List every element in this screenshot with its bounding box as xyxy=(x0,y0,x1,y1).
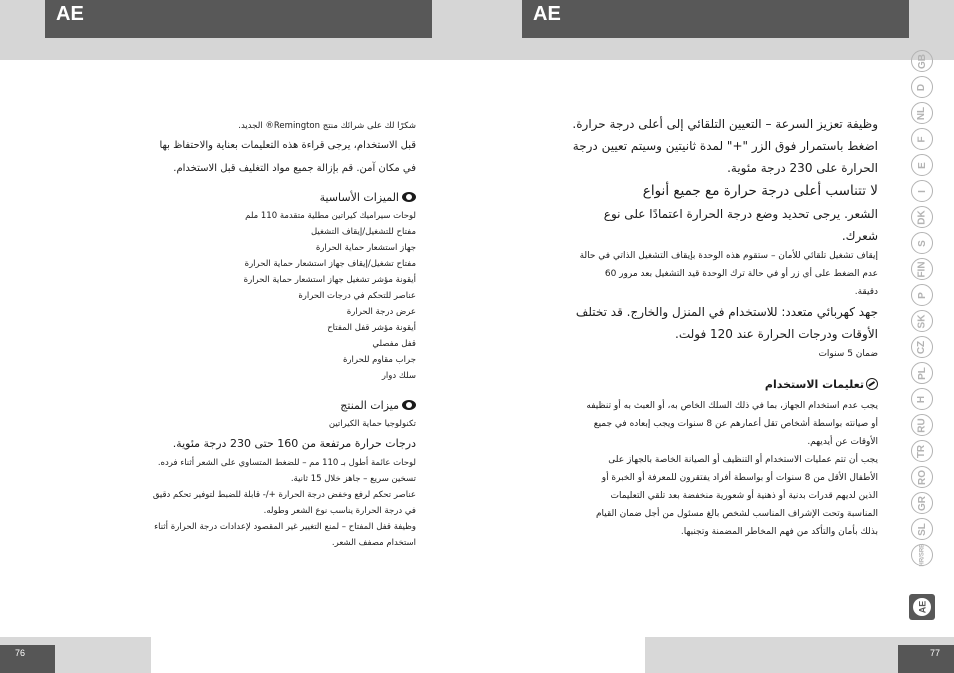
speed-boost-line: وظيفة تعزيز السرعة – التعيين التلقائي إلى أعلى درجة حرارة. xyxy=(572,117,878,131)
left-page-content xyxy=(98,118,416,551)
language-tab-nl[interactable]: NL xyxy=(911,102,933,124)
instruction-line: الأوقات عن أيديهم. xyxy=(807,437,878,447)
warranty-line: ضمان 5 سنوات xyxy=(818,349,878,359)
product-item: عناصر تحكم لرفع وخفض درجة الحرارة +/- قابلة للضبط لتوفير تحكم دقيق xyxy=(152,490,416,500)
product-item: تكنولوجيا حماية الكيراتين xyxy=(328,419,416,429)
feature-item: عرض درجة الحرارة xyxy=(346,307,416,317)
speed-boost-line: الحرارة على 230 درجة مئوية. xyxy=(727,161,878,175)
product-item: درجات حرارة مرتفعة من 160 حتى 230 درجة مئوية. xyxy=(172,437,416,450)
warning-line: الشعر. يرجى تحديد وضع درجة الحرارة اعتمادًا على نوع xyxy=(603,207,878,221)
product-item: استخدام مصفف الشعر. xyxy=(331,538,416,548)
eye-icon xyxy=(402,400,416,410)
language-tab-pl[interactable]: PL xyxy=(911,362,933,384)
warning-line: شعرك. xyxy=(841,229,878,243)
language-tab-gb[interactable]: GB xyxy=(911,50,933,72)
features-title: الميزات الأساسية xyxy=(319,191,399,204)
instructions-heading xyxy=(566,375,878,395)
right-page-content xyxy=(566,113,878,541)
language-tab-s[interactable]: S xyxy=(911,232,933,254)
instruction-line: الذين لديهم قدرات بدنية أو ذهنية أو شعورية منخفضة بعد تلقي التعليمات xyxy=(610,491,878,501)
instruction-line: المناسبة وتحت الإشراف المناسب لشخص بالغ مسئول من أجل ضمان القيام xyxy=(595,509,878,519)
intro-line: في مكان آمن. قم بإزالة جميع مواد التغليف قبل الاستخدام. xyxy=(173,163,416,174)
auto-off-line: عدم الضغط على أي زر أو في حالة ترك الوحدة قيد التشغيل بعد مرور 60 xyxy=(604,269,878,279)
auto-off-line: إيقاف تشغيل تلقائي للأمان – ستقوم هذه الوحدة بإيقاف التشغيل الذاتي في حالة xyxy=(579,251,878,261)
language-tab-cz[interactable]: CZ xyxy=(911,336,933,358)
instruction-line: الأطفال الأقل من 8 سنوات أو بواسطة أفراد يفتقرون للمعرفة أو الخبرة أو xyxy=(601,473,878,483)
language-tab-ro[interactable]: RO xyxy=(911,466,933,488)
instruction-line: يجب عدم استخدام الجهاز، بما في ذلك السلك الخاص به، أو العبث به أو تنظيفه xyxy=(586,401,878,411)
voltage-line: الأوقات ودرجات الحرارة عند 120 فولت. xyxy=(675,327,878,341)
voltage-line: جهد كهربائي متعدد: للاستخدام في المنزل والخارج. قد تختلف xyxy=(575,305,878,319)
product-heading xyxy=(98,396,416,416)
language-tab-d[interactable]: D xyxy=(911,76,933,98)
language-tab-ru[interactable]: RU xyxy=(911,414,933,436)
auto-off-line: دقيقة. xyxy=(854,287,878,297)
no-entry-icon xyxy=(866,378,878,390)
feature-item: مفتاح للتشغيل/إيقاف التشغيل xyxy=(310,227,416,237)
feature-item: عناصر للتحكم في درجات الحرارة xyxy=(298,291,416,301)
active-language-badge: AE xyxy=(913,598,931,616)
speed-boost-line: اضغط باستمرار فوق الزر "+" لمدة ثانيتين وسيتم تعيين درجة xyxy=(572,139,878,153)
language-tab-e[interactable]: E xyxy=(911,154,933,176)
product-item: تسخين سريع – جاهز خلال 15 ثانية. xyxy=(290,474,416,484)
product-item: في درجة الحرارة يناسب نوع الشعر وطوله. xyxy=(263,506,416,516)
page-number-right: 77 xyxy=(898,645,954,673)
feature-item: أيقونة مؤشر تشغيل جهاز استشعار حماية الحرارة xyxy=(243,275,416,285)
feature-item: لوحات سيراميك كيراتين مطلية متقدمة 110 ملم xyxy=(245,211,416,221)
intro-line: شكرًا لك على شرائك منتج Remington® الجديد. xyxy=(238,121,416,131)
product-title: ميزات المنتج xyxy=(340,399,399,412)
instruction-line: بذلك بأمان والتأكد من فهم المخاطر المضمنة وتجنبها. xyxy=(680,527,878,537)
feature-item: جهاز استشعار حماية الحرارة xyxy=(315,243,416,253)
language-tab-ae-active[interactable] xyxy=(909,594,935,620)
features-heading xyxy=(98,188,416,208)
intro-line: قبل الاستخدام، يرجى قراءة هذه التعليمات بعناية والاحتفاظ بها xyxy=(159,140,416,151)
instructions-title: تعليمات الاستخدام xyxy=(764,378,864,391)
page-number-left: 76 xyxy=(0,645,55,673)
language-tab-f[interactable]: F xyxy=(911,128,933,150)
language-tab-tr[interactable]: TR xyxy=(911,440,933,462)
language-tab-dk[interactable]: DK xyxy=(911,206,933,228)
language-tab-p[interactable]: P xyxy=(911,284,933,306)
feature-item: مفتاح تشغيل/إيقاف جهاز استشعار حماية الحرارة xyxy=(244,259,416,269)
language-tab-fin[interactable]: FIN xyxy=(911,258,933,280)
language-tab-hr-srb[interactable]: HR/SRB xyxy=(911,544,933,566)
language-tab-i[interactable]: I xyxy=(911,180,933,202)
instruction-line: يجب أن تتم عمليات الاستخدام أو التنظيف أو الصيانة الخاصة بالجهاز على xyxy=(608,455,878,465)
eye-icon xyxy=(402,192,416,202)
language-tab-gr[interactable]: GR xyxy=(911,492,933,514)
feature-item: قفل مفصلي xyxy=(372,339,416,349)
language-tabs xyxy=(909,50,935,570)
instruction-line: أو صيانته بواسطة أشخاص تقل أعمارهم عن 8 سنوات ويجب إبعاده في جميع xyxy=(593,419,878,429)
language-tab-h[interactable]: H xyxy=(911,388,933,410)
product-item: لوحات عائمة أطول بـ 110 مم – للضغط المتساوي على الشعر أثناء فرده. xyxy=(157,458,416,468)
page-header-right: AE xyxy=(522,0,909,38)
language-tab-sk[interactable]: SK xyxy=(911,310,933,332)
warning-line: لا تتناسب أعلى درجة حرارة مع جميع أنواع xyxy=(642,183,878,199)
language-tab-sl[interactable]: SL xyxy=(911,518,933,540)
feature-item: جراب مقاوم للحرارة xyxy=(342,355,416,365)
feature-item: سلك دوار xyxy=(381,371,416,381)
feature-item: أيقونة مؤشر قفل المفتاح xyxy=(327,323,416,333)
page-header-left: AE xyxy=(45,0,432,38)
product-item: وظيفة قفل المفتاح – لمنع التغيير غير المقصود لإعدادات درجة الحرارة أثناء xyxy=(154,522,416,532)
